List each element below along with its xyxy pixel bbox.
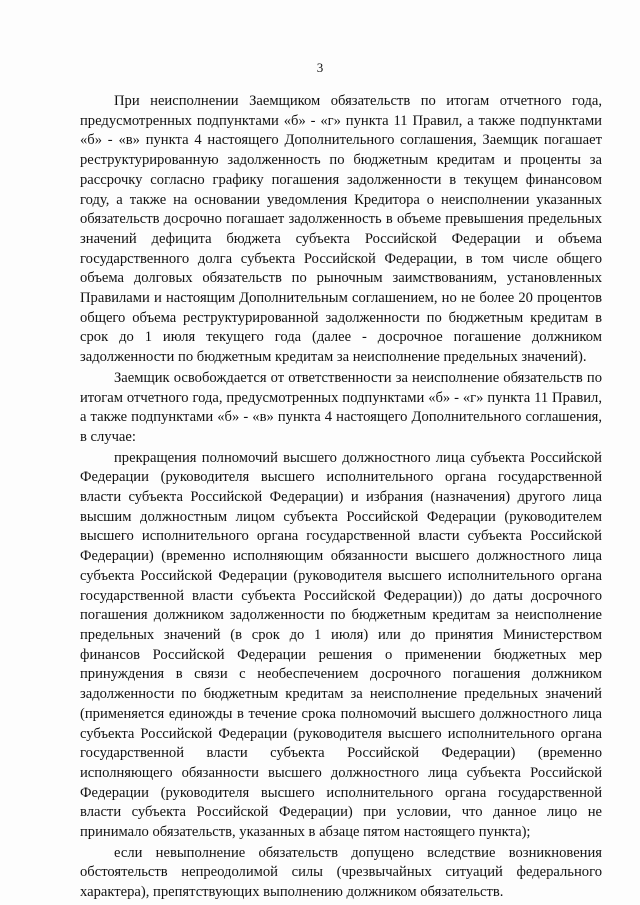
paragraph-exemption-termination: прекращения полномочий высшего должностного лица субъекта Российской Федерации (руководителя высшего исполнительного органа государственной власти субъекта Российской Федерации) и избрания (назначения) другого лица высшим должностным лицом субъекта Российской Федерации (руководителем высшего исполнительного органа государственной власти субъекта Российской Федерации) (временно исполняющим обязанности высшего должностного лица субъекта Российской Федерации (руководителя высшего исполнительного органа государственной власти субъекта Российской Федерации)) до даты досрочного погашения должником задолженности по бюджетным кредитам за неисполнение предельных значений (в срок до 1 июля) или до принятия Министерством финансов Российской Федерации решения о применении бюджетных мер принуждения в связи с необеспечением досрочного погашения должником задолженности по бюджетным кредитам за неисполнение предельных значений (применяется единожды в течение срока полномочий высшего должностного лица субъекта Российской Федерации (руководителя высшего исполнительного органа государственной власти субъекта Российской Федерации) (временно исполняющего обязанности высшего должностного лица субъекта Российской Федерации (руководителя высшего исполнительного органа государственной власти субъекта Российской Федерации) при условии, что данное лицо не принимало обязательств, указанных в абзаце пятом настоящего пункта); xyxy=(80,449,602,841)
document-body xyxy=(80,92,602,903)
paragraph-exemption-force-majeure: если невыполнение обязательств допущено вследствие возникновения обстоятельств непреодолимой силы (чрезвычайных ситуаций федерального характера), препятствующих выполнению должником обязательств. xyxy=(80,844,602,901)
paragraph-exemption-intro: Заемщик освобождается от ответственности за неисполнение обязательств по итогам отчетного года, предусмотренных подпунктами «б» - «г» пункта 11 Правил, а также подпунктами «б» - «в» пункта 4 настоящего Дополнительного соглашения, в случае: xyxy=(80,369,602,445)
page-number: 3 xyxy=(316,60,324,75)
paragraph-repayment-obligation: При неисполнении Заемщиком обязательств по итогам отчетного года, предусмотренных подпунктами «б» - «г» пункта 11 Правил, а также подпунктами «б» - «в» пункта 4 настоящего Дополнительного соглашения, Заемщик погашает реструктурированную задолженность по бюджетным кредитам и проценты за рассрочку согласно графику погашения задолженности в текущем финансовом году, а также на основании уведомления Кредитора о неисполнении указанных обязательств досрочно погашает задолженность в объеме превышения предельных значений дефицита бюджета субъекта Российской Федерации и объема государственного долга субъекта Российской Федерации, в том числе общего объема долговых обязательств по рыночным заимствованиям, установленных Правилами и настоящим Дополнительным соглашением, но не более 20 процентов общего объема реструктурированной задолженности по бюджетным кредитам в срок до 1 июля текущего года (далее - досрочное погашение должником задолженности по бюджетным кредитам за неисполнение предельных значений). xyxy=(80,93,602,366)
